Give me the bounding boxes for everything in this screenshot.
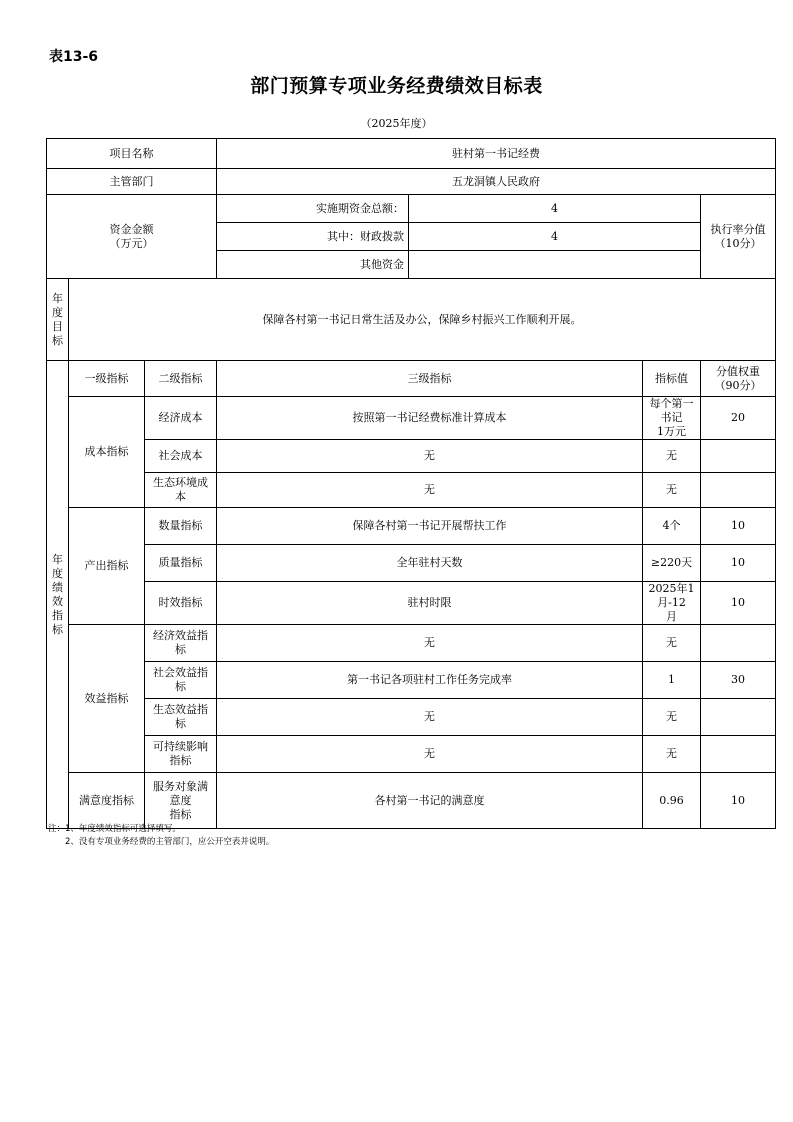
funds-fiscal-label: 其中：财政拨款 (217, 223, 409, 251)
level3-cell: 各村第一书记的满意度 (217, 773, 643, 829)
weight-cell: 10 (701, 545, 776, 582)
table-row (47, 736, 776, 773)
level2-cell: 时效指标 (145, 582, 217, 625)
table-row (47, 440, 776, 473)
weight-cell: 10 (701, 773, 776, 829)
table-row (47, 508, 776, 545)
exec-rate-label: 执行率分值 （10分） (701, 195, 776, 279)
weight-cell: 20 (701, 397, 776, 440)
row-annual-goal (47, 279, 776, 361)
level2-cell: 服务对象满 意度 指标 (145, 773, 217, 829)
level3-cell: 无 (217, 625, 643, 662)
weight-cell (701, 625, 776, 662)
row-funds-total (47, 195, 776, 223)
level2-cell: 社会成本 (145, 440, 217, 473)
weight-cell (701, 699, 776, 736)
funds-total-value: 4 (409, 195, 701, 223)
footnote-1: 注：1、年度绩效指标可选择填写。 (48, 824, 181, 834)
funds-fiscal-value: 4 (409, 223, 701, 251)
level2-cell: 社会效益指 标 (145, 662, 217, 699)
cost-indicator-label: 成本指标 (69, 397, 145, 508)
table-row (47, 699, 776, 736)
level2-cell: 生态效益指 标 (145, 699, 217, 736)
level2-cell: 数量指标 (145, 508, 217, 545)
value-cell: 2025年1月-12 月 (643, 582, 701, 625)
col-level1: 一级指标 (69, 361, 145, 397)
table-row (47, 773, 776, 829)
footnote-2: 2、没有专项业务经费的主管部门，应公开空表并说明。 (65, 837, 275, 847)
table-row (47, 582, 776, 625)
weight-cell (701, 440, 776, 473)
level3-cell: 无 (217, 736, 643, 773)
level3-cell: 无 (217, 699, 643, 736)
page-title: 部门预算专项业务经费绩效目标表 (250, 75, 543, 97)
level3-cell: 无 (217, 473, 643, 508)
project-name-label: 项目名称 (47, 139, 217, 169)
level3-cell: 全年驻村天数 (217, 545, 643, 582)
value-cell: ≥220天 (643, 545, 701, 582)
level2-cell: 可持续影响 指标 (145, 736, 217, 773)
table-row (47, 397, 776, 440)
funds-label: 资金金额 （万元） (47, 195, 217, 279)
performance-table (46, 138, 776, 829)
value-cell: 每个第一书记 1万元 (643, 397, 701, 440)
value-cell: 4个 (643, 508, 701, 545)
value-cell: 无 (643, 736, 701, 773)
project-name-value: 驻村第一书记经费 (217, 139, 776, 169)
annual-goal-text: 保障各村第一书记日常生活及办公，保障乡村振兴工作顺利开展。 (69, 279, 776, 361)
value-cell: 无 (643, 625, 701, 662)
level3-cell: 第一书记各项驻村工作任务完成率 (217, 662, 643, 699)
table-row (47, 625, 776, 662)
level3-cell: 驻村时限 (217, 582, 643, 625)
department-label: 主管部门 (47, 169, 217, 195)
funds-other-label: 其他资金 (217, 251, 409, 279)
table-row (47, 662, 776, 699)
col-weight: 分值权重 （90分） (701, 361, 776, 397)
weight-cell (701, 736, 776, 773)
value-cell: 无 (643, 440, 701, 473)
row-department (47, 169, 776, 195)
level2-cell: 生态环境成 本 (145, 473, 217, 508)
satisfaction-indicator-label: 满意度指标 (69, 773, 145, 829)
value-cell: 0.96 (643, 773, 701, 829)
level3-cell: 无 (217, 440, 643, 473)
col-level2: 二级指标 (145, 361, 217, 397)
value-cell: 无 (643, 473, 701, 508)
col-value: 指标值 (643, 361, 701, 397)
funds-total-label: 实施期资金总额： (217, 195, 409, 223)
year-label: （2025年度） (360, 117, 433, 130)
table-row (47, 473, 776, 508)
level2-cell: 经济效益指 标 (145, 625, 217, 662)
weight-cell: 10 (701, 508, 776, 545)
indicator-side-label: 年 度 绩 效 指 标 (47, 361, 69, 829)
level2-cell: 经济成本 (145, 397, 217, 440)
level2-cell: 质量指标 (145, 545, 217, 582)
output-indicator-label: 产出指标 (69, 508, 145, 625)
row-indicator-header (47, 361, 776, 397)
level3-cell: 保障各村第一书记开展帮扶工作 (217, 508, 643, 545)
table-number: 表13-6 (49, 49, 99, 65)
department-value: 五龙洞镇人民政府 (217, 169, 776, 195)
value-cell: 无 (643, 699, 701, 736)
footnotes (48, 823, 274, 849)
annual-goal-label: 年 度 目 标 (47, 279, 69, 361)
weight-cell: 30 (701, 662, 776, 699)
weight-cell: 10 (701, 582, 776, 625)
value-cell: 1 (643, 662, 701, 699)
funds-other-value (409, 251, 701, 279)
table-row (47, 545, 776, 582)
weight-cell (701, 473, 776, 508)
benefit-indicator-label: 效益指标 (69, 625, 145, 773)
level3-cell: 按照第一书记经费标准计算成本 (217, 397, 643, 440)
row-project-name (47, 139, 776, 169)
col-level3: 三级指标 (217, 361, 643, 397)
